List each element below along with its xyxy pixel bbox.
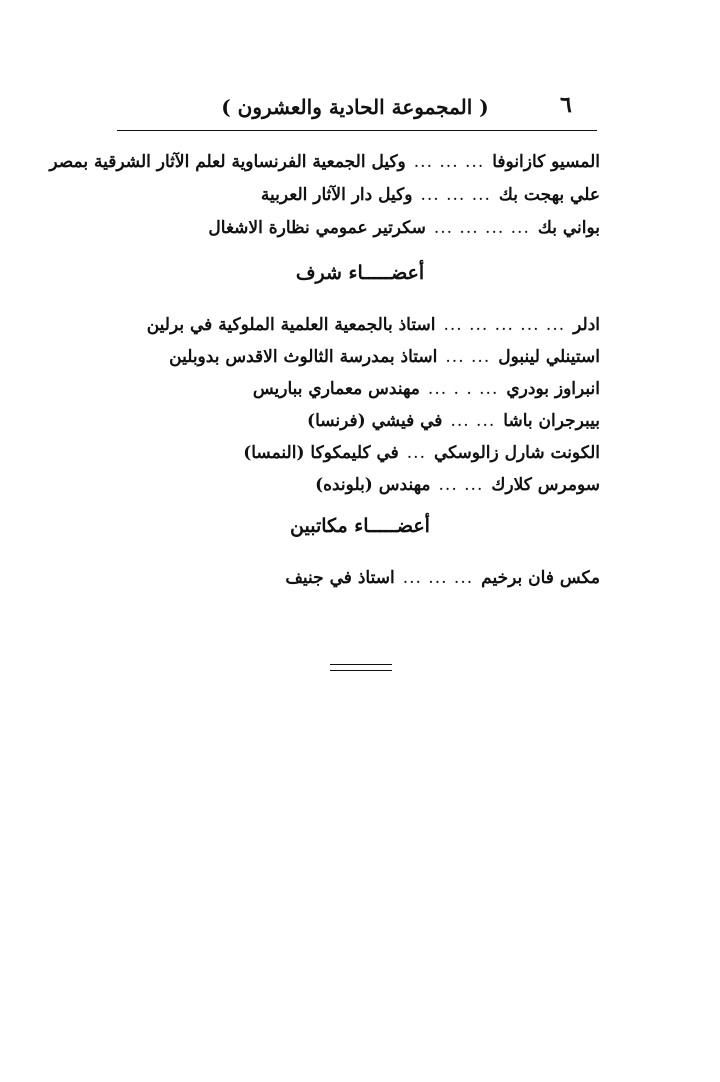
member-name: ادلر <box>573 315 600 335</box>
member-name: بواني بك <box>537 218 600 238</box>
member-row <box>100 342 600 372</box>
leader-dots: ... <box>406 443 426 463</box>
member-role: مهندس (بلونده) <box>315 475 431 495</box>
member-name: المسيو كازانوفا <box>492 152 600 172</box>
leader-dots: ... ... ... <box>413 152 485 172</box>
member-name: الكونت شارل زالوسكي <box>433 443 600 463</box>
leader-dots: ... ... ... <box>402 568 474 588</box>
member-role: في فيشي (فرنسا) <box>307 411 443 431</box>
page-number: ٦ <box>560 92 572 118</box>
member-row <box>100 180 600 210</box>
member-row <box>100 310 600 340</box>
leader-dots: ... ... ... <box>420 185 491 205</box>
member-role: وكيل الجمعية الفرنساوية لعلم الآثار الشرقية بمصر <box>49 152 406 172</box>
leader-dots: ... ... <box>438 475 484 495</box>
member-row <box>100 563 600 593</box>
leader-dots: ... ... <box>450 411 496 431</box>
section-heading-corresponding: أعضـــــاء مكاتبين <box>290 515 430 537</box>
leader-dots: ... ... <box>445 347 491 367</box>
member-role: استاذ بمدرسة الثالوث الاقدس بدوبلين <box>169 347 438 367</box>
member-name: بيبرجران باشا <box>503 411 600 431</box>
member-role: استاذ بالجمعية العلمية الملوكية في برلين <box>146 315 436 335</box>
member-name: انبراوز بودري <box>506 379 600 399</box>
member-name: مكس فان برخيم <box>481 568 600 588</box>
member-name: استينلي لينبول <box>498 347 600 367</box>
member-role: وكيل دار الآثار العربية <box>260 185 413 205</box>
member-role: استاذ في جنيف <box>285 568 395 588</box>
leader-dots: ... ... ... ... <box>433 218 530 238</box>
header-divider <box>117 130 597 131</box>
member-row <box>49 147 600 177</box>
member-row <box>100 374 600 404</box>
member-row <box>100 213 600 243</box>
leader-dots: ... . . ... <box>427 379 499 399</box>
end-divider <box>330 664 392 671</box>
member-role: سكرتير عمومي نظارة الاشغال <box>208 218 426 238</box>
member-role: مهندس معماري بباريس <box>252 379 420 399</box>
member-row <box>100 470 600 500</box>
page-title: ( المجموعة الحادية والعشرون ) <box>221 95 489 119</box>
member-name: علي بهجت بك <box>498 185 600 205</box>
leader-dots: ... ... ... ... ... <box>443 315 566 335</box>
member-row <box>100 406 600 436</box>
section-heading-honorary: أعضـــــاء شرف <box>295 262 425 284</box>
member-name: سومرس كلارك <box>491 475 600 495</box>
member-role: في كليمكوكا (النمسا) <box>243 443 399 463</box>
member-row <box>100 438 600 468</box>
